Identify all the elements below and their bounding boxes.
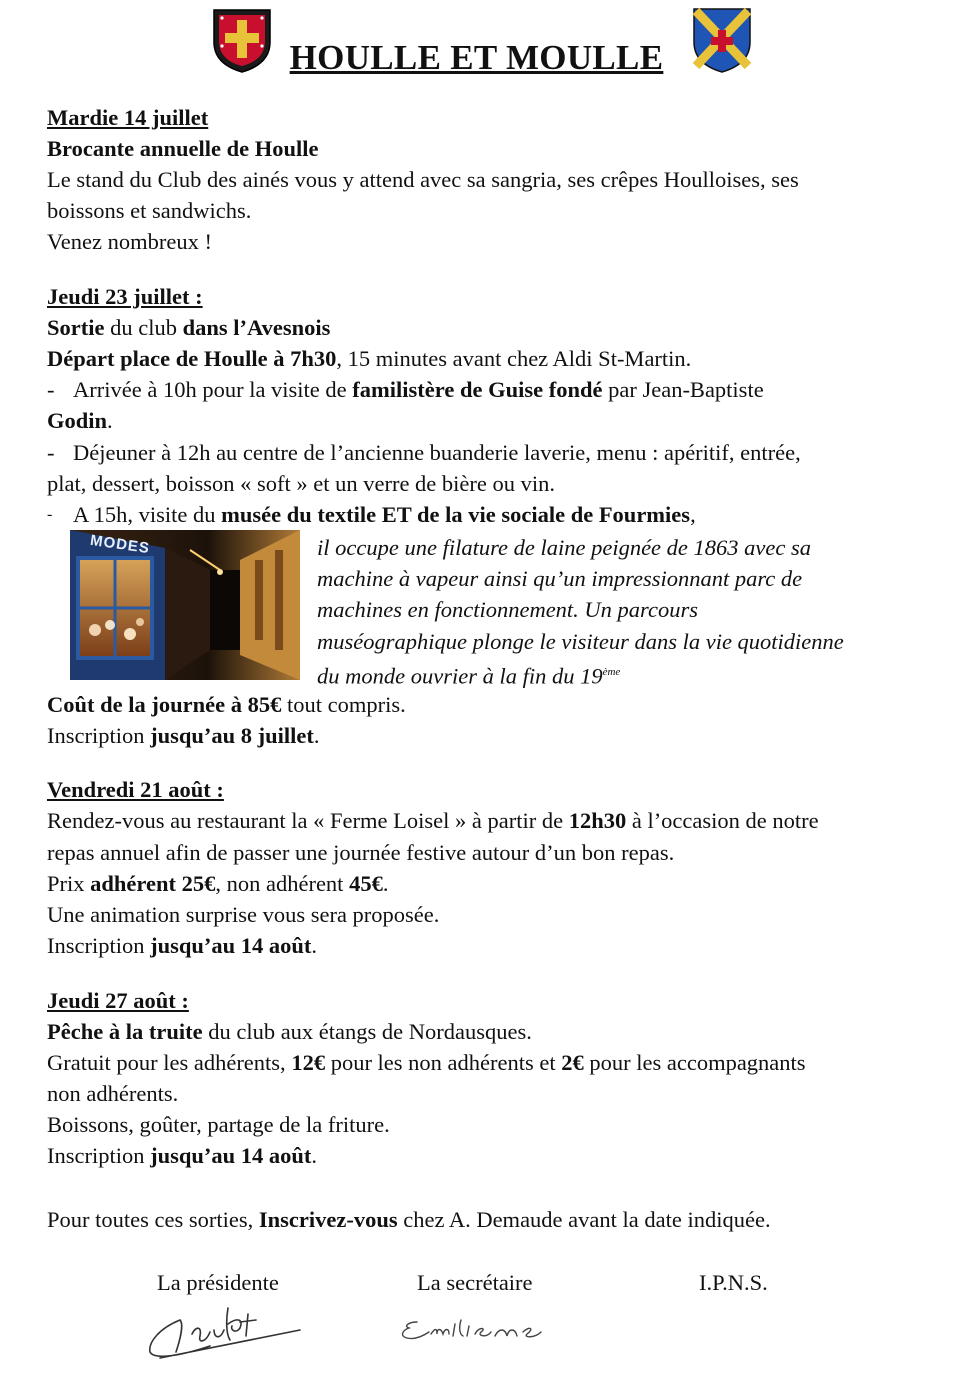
museum-desc-line1: il occupe une filature de laine peignée de 1863 avec sa xyxy=(317,535,812,560)
ipns-label: I.P.N.S. xyxy=(699,1270,768,1295)
event3-registration: Inscription jusqu’au 14 août. xyxy=(47,933,318,958)
event4-line2: Gratuit pour les adhérents, 12€ pour les non adhérents et 2€ pour les accompagnants xyxy=(47,1050,806,1075)
page-title: HOULLE ET MOULLE xyxy=(289,38,664,77)
photo-shop-sign: MODES xyxy=(89,531,151,558)
museum-photo xyxy=(70,530,300,680)
event1-line2: boissons et sandwichs. xyxy=(47,198,252,223)
event3-price: Prix adhérent 25€, non adhérent 45€. xyxy=(47,871,389,896)
event4-registration: Inscription jusqu’au 14 août. xyxy=(47,1143,318,1168)
museum-desc-line2: machine à vapeur ainsi qu’un impressionnant parc de xyxy=(317,566,803,591)
secretary-signature xyxy=(395,1312,575,1346)
event2-departure: Départ place de Houlle à 7h30, 15 minutes avant chez Aldi St-Martin. xyxy=(47,346,692,371)
president-signature xyxy=(140,1300,310,1364)
event2-date: Jeudi 23 juillet : xyxy=(47,284,203,309)
footer-note: Pour toutes ces sorties, Inscrivez-vous chez A. Demaude avant la date indiquée. xyxy=(47,1207,771,1232)
event4-line1: Pêche à la truite du club aux étangs de Nordausques. xyxy=(47,1019,532,1044)
museum-desc-line3: machines en fonctionnement. Un parcours xyxy=(317,597,698,622)
event2-registration: Inscription jusqu’au 8 juillet. xyxy=(47,723,320,748)
event2-lunch-line1: Déjeuner à 12h au centre de l’ancienne buanderie laverie, menu : apéritif, entrée, xyxy=(73,440,801,465)
event1-line1: Le stand du Club des ainés vous y attend avec sa sangria, ses crêpes Houlloises, ses xyxy=(47,167,799,192)
event1-name: Brocante annuelle de Houlle xyxy=(47,136,319,161)
event2-museum-dash: - xyxy=(47,506,53,523)
president-label: La présidente xyxy=(157,1270,279,1295)
event1-line3: Venez nombreux ! xyxy=(47,229,212,254)
event3-line1: Rendez-vous au restaurant la « Ferme Loisel » à partir de 12h30 à l’occasion de notre xyxy=(47,808,819,833)
event2-cost: Coût de la journée à 85€ tout compris. xyxy=(47,692,406,717)
event2-godin: Godin. xyxy=(47,408,113,433)
event2-lunch-line2: plat, dessert, boisson « soft » et un verre de bière ou vin. xyxy=(47,471,556,496)
secretary-label: La secrétaire xyxy=(417,1270,533,1295)
event2-outing: Sortie du club dans l’Avesnois xyxy=(47,315,331,340)
event3-date: Vendredi 21 août : xyxy=(47,777,224,802)
museum-desc-line5: du monde ouvrier à la fin du 19ème xyxy=(317,663,621,689)
event1-date: Mardie 14 juillet xyxy=(47,105,209,130)
event4-line3: non adhérents. xyxy=(47,1081,179,1106)
event2-arrival: Arrivée à 10h pour la visite de familistère de Guise fondé par Jean-Baptiste xyxy=(73,377,764,402)
museum-desc-line4: muséographique plonge le visiteur dans la vie quotidienne xyxy=(317,629,844,654)
event4-date: Jeudi 27 août : xyxy=(47,988,189,1013)
event2-arrival-dash: - xyxy=(47,377,55,402)
event3-animation: Une animation surprise vous sera proposée. xyxy=(47,902,440,927)
event3-line2: repas annuel afin de passer une journée festive autour d’un bon repas. xyxy=(47,840,675,865)
event2-museum: A 15h, visite du musée du textile ET de la vie sociale de Fourmies, xyxy=(73,502,696,527)
event4-line4: Boissons, goûter, partage de la friture. xyxy=(47,1112,390,1137)
event2-lunch-dash: - xyxy=(47,440,55,465)
